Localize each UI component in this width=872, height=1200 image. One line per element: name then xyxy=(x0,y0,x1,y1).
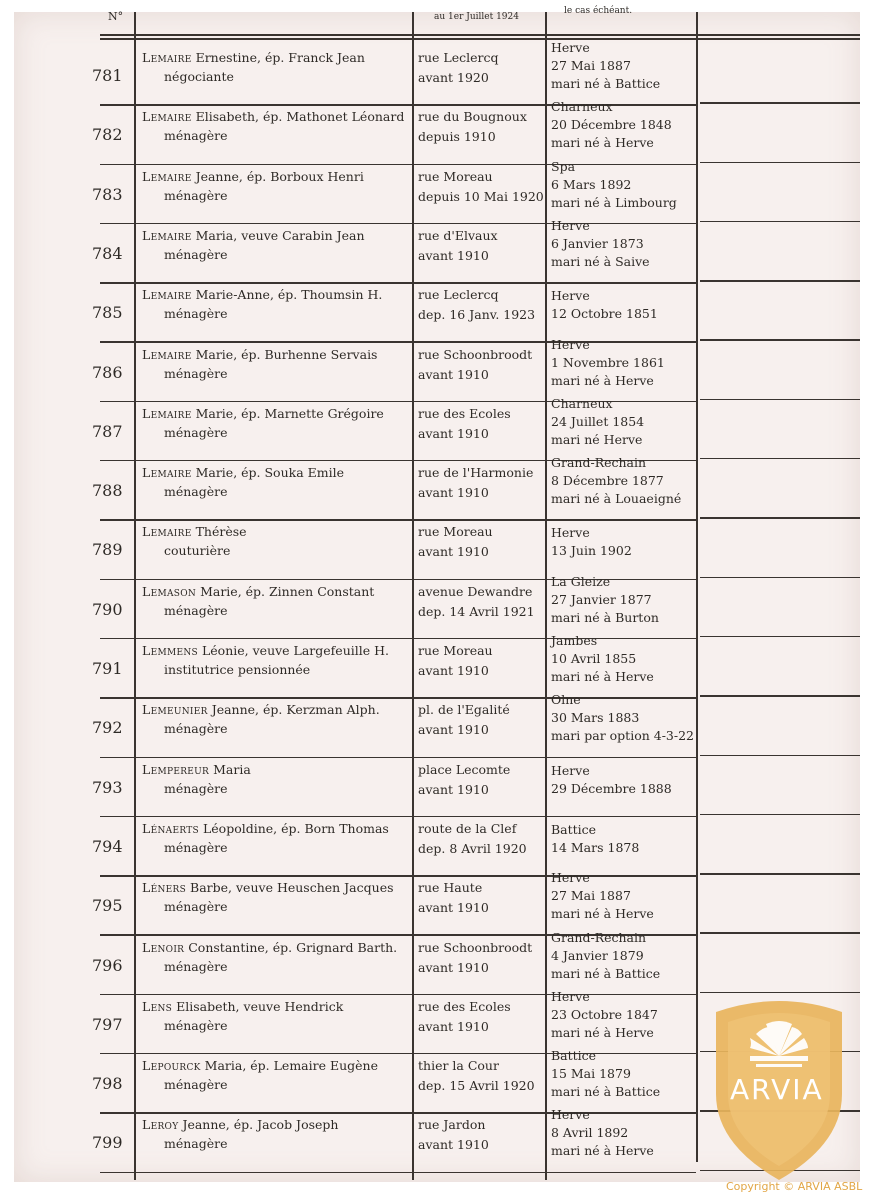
entry-number: 791 xyxy=(92,659,123,678)
header-right-fragment: le cas échéant. xyxy=(564,6,633,16)
birth-cell xyxy=(551,454,681,508)
birth-date: 23 Octobre 1847 xyxy=(551,1006,658,1022)
birth-place: Battice xyxy=(551,1048,597,1064)
person-cell xyxy=(142,1056,378,1094)
address: rue Leclercq xyxy=(418,287,499,303)
birth-place: Herve xyxy=(551,1107,590,1123)
birth-date: 4 Janvier 1879 xyxy=(551,947,644,963)
address: place Lecomte xyxy=(418,761,511,777)
birth-note: mari né à Herve xyxy=(551,1024,654,1040)
birth-cell xyxy=(551,1106,654,1160)
address-since: dep. 14 Avril 1921 xyxy=(418,603,535,619)
given-name-and-spouse: Elisabeth, ép. Mathonet Léonard xyxy=(191,109,405,125)
surname: Lemaire xyxy=(142,346,192,362)
person-cell xyxy=(142,107,404,145)
row-rule-right xyxy=(700,339,860,340)
birth-place: Jambes xyxy=(551,633,598,648)
birth-date: 20 Décembre 1848 xyxy=(551,117,672,133)
given-name-and-spouse: Constantine, ép. Grignard Barth. xyxy=(184,939,398,955)
register-page xyxy=(14,6,863,1193)
address: thier la Cour xyxy=(418,1058,499,1074)
arvia-logo-text: ARVIA xyxy=(730,1073,824,1106)
birth-cell xyxy=(551,762,672,798)
surname: Lemason xyxy=(142,583,197,599)
birth-note: mari né à Herve xyxy=(551,669,654,684)
occupation: ménagère xyxy=(164,187,228,203)
row-rule-address xyxy=(412,1172,545,1173)
address: rue des Ecoles xyxy=(418,405,511,421)
row-rule-right xyxy=(700,517,860,518)
entry-number: 799 xyxy=(92,1133,123,1153)
birth-date: 29 Décembre 1888 xyxy=(551,780,672,796)
birth-cell xyxy=(551,869,654,923)
address-cell xyxy=(418,404,511,444)
row-rule-right xyxy=(700,162,860,163)
address: rue Schoonbroodt xyxy=(418,346,533,362)
birth-place: Herve xyxy=(551,762,590,778)
address-cell xyxy=(418,700,510,740)
given-name-and-spouse: Maria xyxy=(209,761,251,777)
header-rule xyxy=(100,34,860,36)
address-since: depuis 1910 xyxy=(418,129,496,145)
row-rule-right xyxy=(700,399,860,400)
surname: Lens xyxy=(142,998,173,1014)
birth-place: Herve xyxy=(551,40,590,55)
person-cell xyxy=(142,582,374,620)
entry-number: 792 xyxy=(92,718,123,738)
birth-date: 30 Mars 1883 xyxy=(551,710,640,726)
birth-note: mari né à Herve xyxy=(551,135,654,151)
table-row xyxy=(14,40,860,105)
address-since: avant 1910 xyxy=(418,663,489,678)
surname: Lemeunier xyxy=(142,702,208,718)
address: rue Moreau xyxy=(418,524,493,540)
birth-place: Olne xyxy=(551,692,581,708)
birth-date: 24 Juillet 1854 xyxy=(551,413,645,429)
row-rule-right xyxy=(700,102,860,103)
entry-number: 789 xyxy=(92,540,123,560)
address-cell xyxy=(418,463,533,503)
birth-date: 1 Novembre 1861 xyxy=(551,354,665,370)
address: rue Leclercq xyxy=(418,50,499,65)
birth-note: mari né à Burton xyxy=(551,609,659,625)
occupation: ménagère xyxy=(164,484,228,500)
row-rule-right xyxy=(700,755,860,756)
address-cell xyxy=(418,641,493,681)
given-name-and-spouse: Jeanne, ép. Kerzman Alph. xyxy=(207,702,380,718)
birth-note: mari né Herve xyxy=(551,431,643,447)
entry-number: 786 xyxy=(92,362,123,382)
birth-place: Grand-Rechain xyxy=(551,455,647,471)
address-since: avant 1910 xyxy=(418,247,489,263)
address-cell xyxy=(418,345,532,385)
birth-place: Herve xyxy=(551,988,590,1004)
address-cell xyxy=(418,1115,489,1155)
address: rue du Bougnoux xyxy=(418,109,527,125)
person-cell xyxy=(142,819,389,857)
birth-date: 8 Décembre 1877 xyxy=(551,473,664,489)
given-name-and-spouse: Thérèse xyxy=(191,524,247,540)
address-since: avant 1910 xyxy=(418,366,489,382)
given-name-and-spouse: Elisabeth, veuve Hendrick xyxy=(172,998,344,1014)
occupation: ménagère xyxy=(164,899,228,915)
entry-number: 795 xyxy=(92,896,123,916)
table-row xyxy=(14,870,860,935)
table-row xyxy=(14,929,860,995)
table-row xyxy=(14,99,860,164)
occupation: ménagère xyxy=(164,1077,228,1093)
given-name-and-spouse: Marie, ép. Zinnen Constant xyxy=(196,583,375,599)
birth-cell xyxy=(551,217,650,271)
birth-date: 15 Mai 1879 xyxy=(551,1066,631,1082)
address-since: avant 1910 xyxy=(418,425,489,441)
header-number-abbrev: N° xyxy=(108,10,124,23)
birth-place: Battice xyxy=(551,821,597,837)
address-since: avant 1910 xyxy=(418,1137,489,1153)
birth-cell xyxy=(551,573,659,627)
table-row xyxy=(14,758,860,817)
birth-date: 12 Octobre 1851 xyxy=(551,306,658,322)
birth-note: mari par option 4-3-22 xyxy=(551,728,695,744)
address-since: depuis 10 Mai 1920 xyxy=(418,188,544,204)
surname: Lemaire xyxy=(142,524,192,540)
occupation: ménagère xyxy=(164,1017,228,1033)
address-cell xyxy=(418,1056,535,1096)
birth-cell xyxy=(551,821,639,857)
address-since: avant 1910 xyxy=(418,781,489,797)
table-row xyxy=(14,633,860,698)
address-since: avant 1910 xyxy=(418,959,489,975)
birth-note: mari né à Louaeigné xyxy=(551,491,682,507)
birth-note: mari né à Herve xyxy=(551,1143,654,1159)
address: rue de l'Harmonie xyxy=(418,465,534,481)
birth-note: mari né à Battice xyxy=(551,76,661,91)
row-rule-right xyxy=(700,814,860,815)
occupation: ménagère xyxy=(164,839,228,855)
birth-cell xyxy=(551,691,694,745)
birth-place: Herve xyxy=(551,870,590,886)
address-since: dep. 15 Avril 1920 xyxy=(418,1078,535,1094)
address-since: avant 1910 xyxy=(418,722,489,738)
birth-cell xyxy=(551,929,660,983)
occupation: ménagère xyxy=(164,128,228,144)
person-cell xyxy=(142,345,377,383)
address-since: avant 1910 xyxy=(418,900,489,916)
address: route de la Clef xyxy=(418,820,517,836)
entry-number: 785 xyxy=(92,303,123,323)
birth-date: 14 Mars 1878 xyxy=(551,839,640,855)
row-rule-right xyxy=(700,932,860,933)
birth-place: Herve xyxy=(551,525,590,541)
occupation: ménagère xyxy=(164,958,228,974)
address: rue Moreau xyxy=(418,168,493,184)
row-rule-right xyxy=(700,695,860,696)
person-cell xyxy=(142,285,382,323)
entry-number: 797 xyxy=(92,1014,123,1034)
row-rule-right xyxy=(700,636,860,637)
surname: Lemaire xyxy=(142,227,192,243)
surname: Lenoir xyxy=(142,939,185,955)
surname: Lemaire xyxy=(142,287,192,303)
surname: Lemmens xyxy=(142,643,199,658)
occupation: ménagère xyxy=(164,424,228,440)
given-name-and-spouse: Marie-Anne, ép. Thoumsin H. xyxy=(191,287,383,303)
birth-date: 13 Juin 1902 xyxy=(551,543,632,559)
person-cell xyxy=(142,226,365,264)
row-rule-left xyxy=(100,1172,134,1173)
birth-place: Herve xyxy=(551,336,590,352)
given-name-and-spouse: Jeanne, ép. Jacob Joseph xyxy=(178,1117,339,1133)
header-date-column: au 1er Juillet 1924 xyxy=(434,12,519,22)
birth-note: mari né à Saive xyxy=(551,253,650,269)
person-cell xyxy=(142,167,364,205)
birth-date: 8 Avril 1892 xyxy=(551,1125,629,1141)
address-cell xyxy=(418,582,535,622)
person-cell xyxy=(142,404,384,442)
person-cell xyxy=(142,760,251,798)
address-cell xyxy=(418,522,493,562)
address: rue d'Elvaux xyxy=(418,227,498,243)
address-since: avant 1910 xyxy=(418,544,489,560)
birth-place: Herve xyxy=(551,217,590,233)
birth-cell xyxy=(551,158,677,212)
address-cell xyxy=(418,285,535,325)
address: rue Haute xyxy=(418,880,483,896)
address: rue Moreau xyxy=(418,643,493,658)
given-name-and-spouse: Marie, ép. Marnette Grégoire xyxy=(191,405,384,421)
occupation: ménagère xyxy=(164,721,228,737)
given-name-and-spouse: Léopoldine, ép. Born Thomas xyxy=(199,820,389,836)
person-cell xyxy=(142,48,365,86)
surname: Léners xyxy=(142,880,187,896)
birth-cell xyxy=(551,39,660,93)
birth-place: Charneux xyxy=(551,395,613,411)
row-rule-right xyxy=(700,577,860,578)
occupation: ménagère xyxy=(164,306,228,322)
table-row xyxy=(14,817,860,876)
given-name-and-spouse: Marie, ép. Souka Emile xyxy=(191,465,344,481)
occupation: ménagère xyxy=(164,1136,228,1152)
table-row xyxy=(14,336,860,402)
address-cell xyxy=(418,226,498,266)
birth-place: Charneux xyxy=(551,99,613,115)
table-row xyxy=(14,455,860,520)
address-cell xyxy=(418,878,489,918)
occupation: couturière xyxy=(164,543,231,559)
address-since: avant 1910 xyxy=(418,485,489,501)
entry-number: 798 xyxy=(92,1074,123,1094)
given-name-and-spouse: Maria, veuve Carabin Jean xyxy=(191,227,365,243)
surname: Lénaerts xyxy=(142,820,200,836)
surname: Lemaire xyxy=(142,50,192,65)
row-rule-right xyxy=(700,221,860,222)
birth-place: Herve xyxy=(551,288,590,304)
birth-cell xyxy=(551,632,654,686)
given-name-and-spouse: Jeanne, ép. Borboux Henri xyxy=(191,168,364,184)
birth-date: 6 Mars 1892 xyxy=(551,176,632,192)
table-row xyxy=(14,395,860,461)
address: pl. de l'Egalité xyxy=(418,702,510,718)
given-name-and-spouse: Léonie, veuve Largefeuille H. xyxy=(198,643,389,658)
entry-number: 794 xyxy=(92,836,123,856)
given-name-and-spouse: Maria, ép. Lemaire Eugène xyxy=(200,1058,379,1074)
surname: Lemaire xyxy=(142,465,192,481)
address-cell xyxy=(418,997,511,1037)
occupation: ménagère xyxy=(164,365,228,381)
occupation: négociante xyxy=(164,69,234,84)
occupation: ménagère xyxy=(164,780,228,796)
birth-place: Spa xyxy=(551,158,576,174)
birth-note: mari né à Herve xyxy=(551,906,654,922)
header-rule-2 xyxy=(100,38,860,40)
surname: Lempereur xyxy=(142,761,210,777)
row-rule-right xyxy=(700,992,860,993)
given-name-and-spouse: Marie, ép. Burhenne Servais xyxy=(191,346,378,362)
address: rue des Ecoles xyxy=(418,998,511,1014)
birth-date: 27 Mai 1887 xyxy=(551,888,631,904)
birth-cell xyxy=(551,336,665,390)
surname: Lemaire xyxy=(142,109,192,125)
address-cell xyxy=(418,819,527,859)
surname: Lemaire xyxy=(142,168,192,184)
birth-cell xyxy=(551,395,644,449)
address-cell xyxy=(418,107,527,147)
address: rue Schoonbroodt xyxy=(418,939,533,955)
birth-note: mari né à Battice xyxy=(551,1084,661,1100)
birth-date: 27 Mai 1887 xyxy=(551,58,631,73)
occupation: ménagère xyxy=(164,246,228,262)
surname: Lepourck xyxy=(142,1058,201,1074)
birth-date: 6 Janvier 1873 xyxy=(551,235,644,251)
table-row xyxy=(14,520,860,579)
birth-cell xyxy=(551,287,658,323)
row-rule-birth xyxy=(545,1172,696,1173)
table-row xyxy=(14,158,860,224)
occupation: institutrice pensionnée xyxy=(164,662,311,677)
surname: Lemaire xyxy=(142,405,192,421)
birth-date: 10 Avril 1855 xyxy=(551,651,637,666)
address-since: avant 1920 xyxy=(418,70,489,85)
address-cell xyxy=(418,760,510,800)
address-cell xyxy=(418,48,498,88)
birth-date: 27 Janvier 1877 xyxy=(551,591,652,607)
person-cell xyxy=(142,997,343,1035)
address: rue Jardon xyxy=(418,1117,486,1133)
person-cell xyxy=(142,463,344,501)
person-cell xyxy=(142,878,394,916)
birth-note: mari né à Battice xyxy=(551,965,661,981)
entry-number: 793 xyxy=(92,777,123,797)
address-since: dep. 16 Janv. 1923 xyxy=(418,307,536,323)
person-cell xyxy=(142,522,247,560)
surname: Leroy xyxy=(142,1117,179,1133)
table-row xyxy=(14,217,860,283)
copyright-notice: Copyright © ARVIA ASBL xyxy=(726,1180,863,1193)
birth-cell xyxy=(551,98,672,152)
address-cell xyxy=(418,167,544,207)
entry-number: 796 xyxy=(92,955,123,975)
row-rule-right xyxy=(700,873,860,874)
entry-number: 788 xyxy=(92,481,123,501)
person-cell xyxy=(142,641,389,679)
birth-place: Grand-Rechain xyxy=(551,929,647,945)
person-cell xyxy=(142,700,380,738)
entry-number: 784 xyxy=(92,243,123,263)
birth-cell xyxy=(551,1047,660,1101)
table-row xyxy=(14,692,860,757)
row-rule-right xyxy=(700,280,860,281)
birth-note: mari né à Limbourg xyxy=(551,194,677,210)
table-row xyxy=(14,283,860,342)
occupation: ménagère xyxy=(164,602,228,618)
given-name-and-spouse: Ernestine, ép. Franck Jean xyxy=(191,50,365,65)
address-cell xyxy=(418,938,532,978)
address-since: dep. 8 Avril 1920 xyxy=(418,840,527,856)
birth-note: mari né à Herve xyxy=(551,372,654,388)
entry-number: 787 xyxy=(92,421,123,441)
birth-place: La Gleize xyxy=(551,573,611,589)
given-name-and-spouse: Barbe, veuve Heuschen Jacques xyxy=(186,880,394,896)
entry-number: 783 xyxy=(92,184,123,204)
birth-cell xyxy=(551,524,632,560)
entry-number: 790 xyxy=(92,599,123,619)
birth-cell xyxy=(551,988,658,1042)
address: avenue Dewandre xyxy=(418,583,533,599)
person-cell xyxy=(142,1115,338,1153)
row-rule-right xyxy=(700,458,860,459)
address-since: avant 1910 xyxy=(418,1018,489,1034)
entry-number: 782 xyxy=(92,125,123,145)
row-rule-name xyxy=(134,1172,412,1173)
table-row xyxy=(14,573,860,639)
entry-number: 781 xyxy=(92,66,123,85)
person-cell xyxy=(142,938,397,976)
